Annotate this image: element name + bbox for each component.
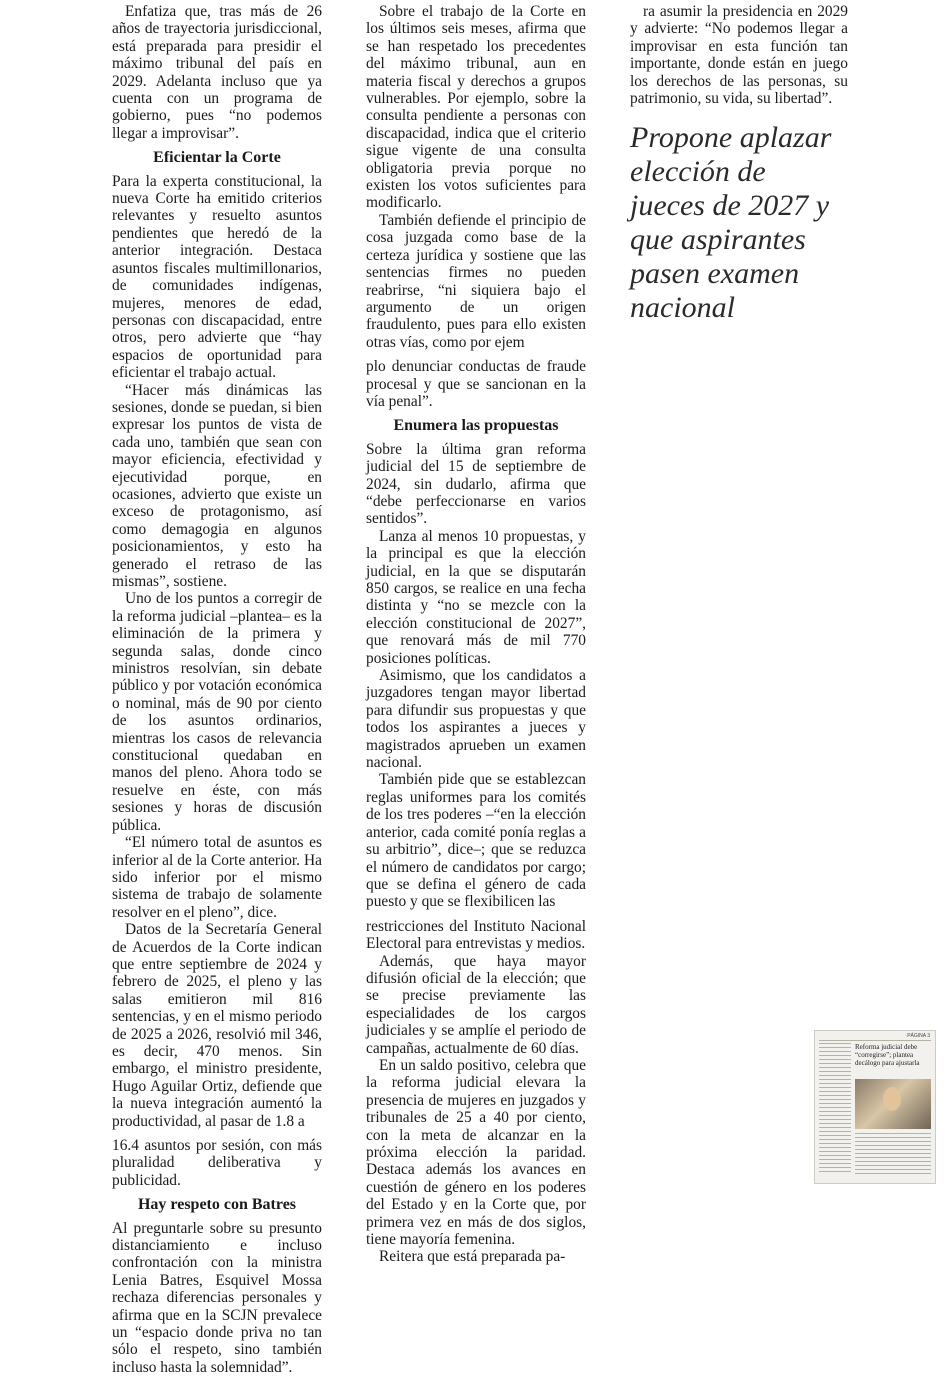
paragraph: Al preguntarle sobre su presunto distanciamiento e incluso confrontación con la ministra Lenia Batres, Esquivel Mossa rechaza diferencias personales y afirma que en la SCJN prevalece un “espacio donde priva no tan sólo el respeto, sino también incluso hasta la solemnidad”. xyxy=(112,1219,322,1376)
pull-quote: Propone aplazar elección de jueces de 2027 y que aspirantes pasen examen nacional xyxy=(630,121,832,325)
paragraph: También pide que se establezcan reglas uniformes para los comités de los tres poderes –“en la elección anterior, cada comité ponía reglas a su arbitrio”, dice–; que se reduzca el número de candidatos por cargo; que se defina el género de cada puesto y que se flexibilicen las xyxy=(366,771,586,911)
page-thumbnail xyxy=(814,1030,936,1184)
paragraph: Datos de la Secretaría General de Acuerdos de la Corte indican que entre septiembre de 2024 y febrero de 2025, el pleno y las salas emitieron mil 816 sentencias, y en el mismo periodo de 2025 a 2026, resolvió mil 346, es decir, 470 menos. Sin embargo, el ministro presidente, Hugo Aguilar Ortiz, defiende que la nueva integración aumentó la productividad, al pasar de 1.8 a xyxy=(112,921,322,1130)
article-column-3 xyxy=(630,3,848,325)
paragraph: Para la experta constitucional, la nueva Corte ha emitido criterios relevantes y resuelto asuntos pendientes que heredó de la anterior integración. Destaca asuntos fiscales multimillonarios, de comunidades indígenas, mujeres, menores de edad, personas con discapacidad, entre otros, pero advierte que “hay espacios de oportunidad para eficientar el trabajo actual. xyxy=(112,172,322,382)
thumbnail-text-block xyxy=(819,1043,851,1175)
paragraph: También defiende el principio de cosa juzgada como base de la certeza jurídica y sostiene que las sentencias firmes no pueden reabrirse, “ni siquiera bajo el argumento de un origen fraudulento, pues para ello existen otras vías, como por ejem xyxy=(366,211,586,351)
thumbnail-text-block xyxy=(855,1133,931,1177)
paragraph: Además, que haya mayor difusión oficial de la elección; que se precise previamente las especialidades de los cargos judiciales y se amplíe el periodo de campañas, actualmente de 60 días. xyxy=(366,952,586,1057)
paragraph: Asimismo, que los candidatos a juzgadores tengan mayor libertad para difundir sus propuestas y que todos los aspirantes a jueces y magistrados aprueben un examen nacional. xyxy=(366,667,586,772)
thumbnail-portrait xyxy=(883,1087,901,1111)
paragraph: Lanza al menos 10 propuestas, y la principal es que la elección judicial, en la que se disputarán 850 cargos, se realice en una fecha distinta y “no se mezcle con la elección constitucional de 2027”, que renovará más de mil 770 posiciones políticas. xyxy=(366,527,586,667)
paragraph: ra asumir la presidencia en 2029 y advierte: “No podemos llegar a improvisar en esta función tan importante, donde están en juego los derechos de las personas, su patrimonio, su vida, su libertad”. xyxy=(630,3,848,108)
paragraph: Sobre la última gran reforma judicial del 15 de septiembre de 2024, sin dudarlo, afirma que “debe perfeccionarse en varios sentidos”. xyxy=(366,440,586,528)
paragraph: Uno de los puntos a corregir de la reforma judicial –plantea– es la eliminación de la primera y segunda salas, donde cinco ministros resolvían, sin debate público y por votación económica o nominal, más de 90 por ciento de los asuntos ordinarios, mientras los casos de relevancia constitucional quedaban en manos del pleno. Ahora todo se resuelve en éste, con más sesiones y horas de discusión pública. xyxy=(112,590,322,834)
paragraph: Reitera que está preparada pa- xyxy=(379,1248,566,1266)
subheading-eficientar: Eficientar la Corte xyxy=(153,149,281,167)
paragraph: Sobre el trabajo de la Corte en los últimos seis meses, afirma que se han respetado los precedentes del máximo tribunal, aun en materia fiscal y derechos a grupos vulnerables. Por ejemplo, sobre la consulta pendiente a personas con discapacidad, indica que el criterio sigue vigente de una consulta obligatoria previa porque no existen los votos suficientes para modificarlo. xyxy=(366,3,586,212)
thumbnail-headline: Reforma judicial debe “corregirse”; plantea decálogo para ajustarla xyxy=(855,1043,920,1067)
paragraph: Enfatiza que, tras más de 26 años de trayectoria jurisdiccional, está preparada para presidir el máximo tribunal del país en 2029. Adelanta incluso que ya cuenta con un programa de gobierno, pues “no podemos llegar a improvisar”. xyxy=(112,3,322,142)
paragraph: “El número total de asuntos es inferior al de la Corte anterior. Ha sido inferior por el mismo sistema de trabajo de solamente resolver en el pleno”, dice. xyxy=(112,834,322,921)
thumbnail-page-label: PÁGINA 3 xyxy=(907,1033,930,1039)
paragraph: En un saldo positivo, celebra que la reforma judicial elevara la presencia de mujeres en juzgados y tribunales de 25 a 40 por ciento, con la meta de alcanzar en la próxima elección la paridad. Destaca además los avances en cuestión de género en los poderes del Estado y en la Corte que, por primera vez en más de dos siglos, tiene mayoría femenina. xyxy=(366,1056,586,1249)
paragraph: plo denunciar conductas de fraude procesal y que se sancionan en la vía penal”. xyxy=(366,358,586,410)
article-column-1 xyxy=(112,3,322,1376)
subheading-batres: Hay respeto con Batres xyxy=(137,1196,297,1214)
paragraph: 16.4 asuntos por sesión, con más pluralidad deliberativa y publicidad. xyxy=(112,1137,322,1189)
paragraph: restricciones del Instituto Nacional Electoral para entrevistas y medios. xyxy=(366,917,586,953)
paragraph: “Hacer más dinámicas las sesiones, donde se puedan, si bien expresar los puntos de vista de cada uno, también que sean con mayor eficiencia, efectividad y ejecutividad porque, en ocasiones, advierto que existe un exceso de protagonismo, así como demagogia en algunos posicionamientos, y esto ha generado el retraso de las mismas”, sostiene. xyxy=(112,381,322,590)
article-column-2 xyxy=(366,3,586,1266)
subheading-propuestas: Enumera las propuestas xyxy=(393,417,559,435)
